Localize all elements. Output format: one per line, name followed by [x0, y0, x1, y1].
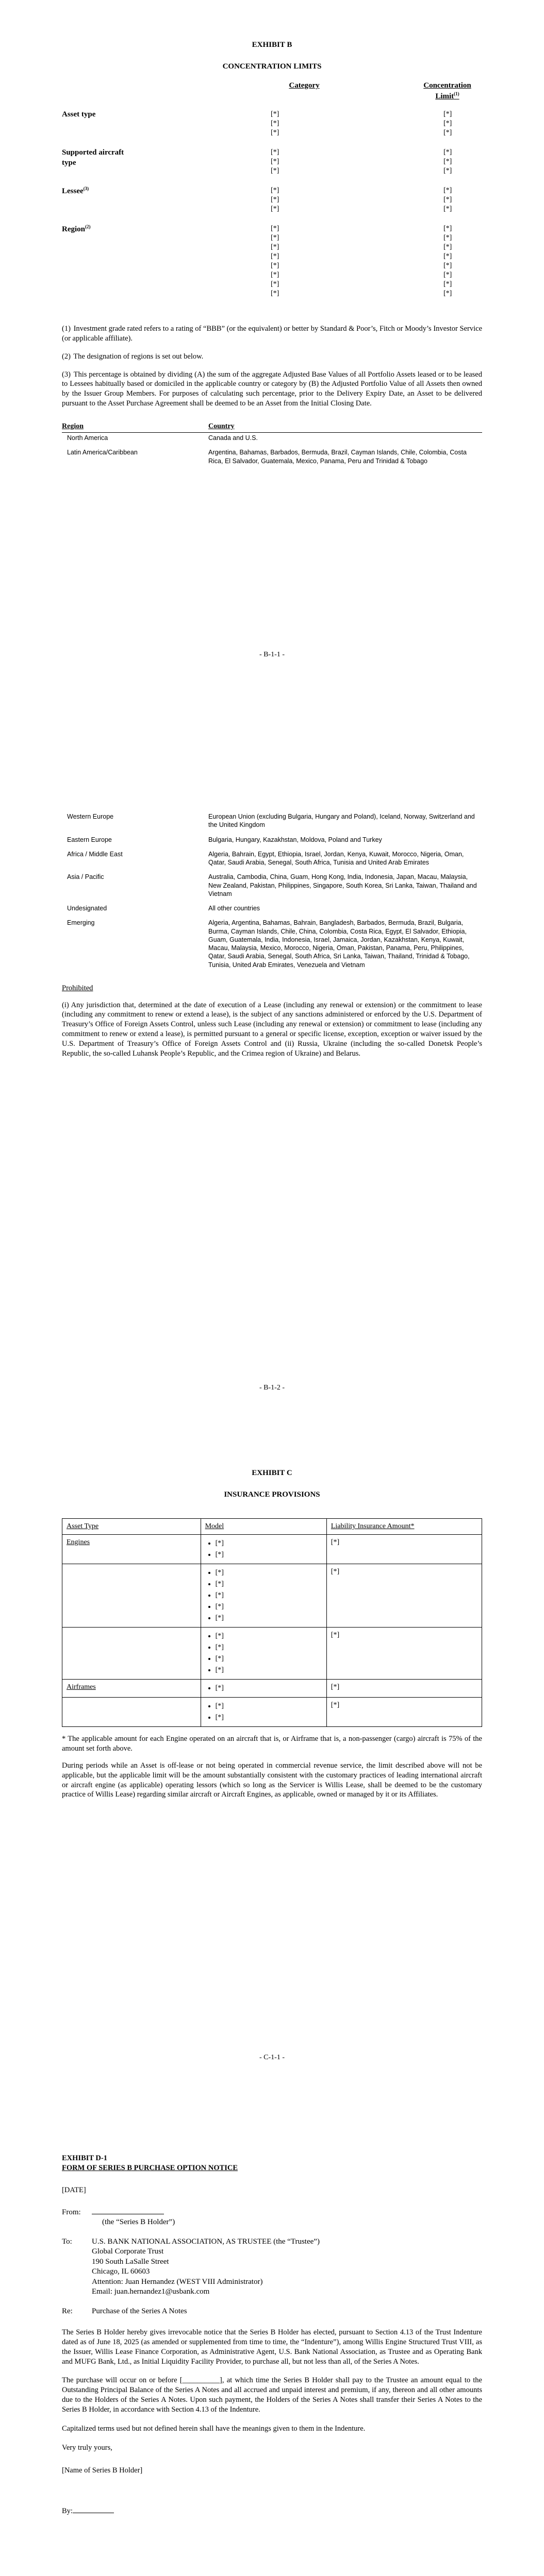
model-item: • [*]	[216, 1601, 322, 1613]
liability-amount-cell: [*]	[326, 1628, 482, 1680]
category-cell: [*]	[271, 187, 279, 194]
concentration-group	[62, 110, 482, 138]
to-row	[62, 2237, 482, 2297]
insurance-table	[62, 1518, 482, 1727]
page-footer-b11: - B-1-1 -	[259, 651, 285, 658]
page-footer-c11: - C-1-1 -	[259, 2054, 285, 2061]
category-cell: [*]	[271, 158, 279, 165]
region-name: Africa / Middle East	[67, 850, 123, 858]
insurance-row	[62, 1680, 482, 1698]
region-name: Asia / Pacific	[67, 873, 104, 881]
group-label-text: Asset type	[62, 110, 96, 118]
region-row	[62, 903, 482, 918]
prohibited-heading: Prohibited	[62, 984, 93, 992]
limit-cell: [*]	[443, 252, 452, 260]
region-name: Emerging	[67, 919, 95, 927]
group-categories	[271, 148, 333, 176]
prohibited-section	[62, 984, 482, 1059]
group-label	[62, 186, 129, 197]
notice-date: [DATE]	[62, 2185, 86, 2194]
model-cell	[201, 1698, 326, 1727]
model-item: • [*]	[216, 1590, 322, 1601]
footnote-number: (1)	[62, 325, 71, 333]
limit-cell: [*]	[443, 120, 452, 127]
notice-paragraph-2: The purchase will occur on or before [__________], at which time the Series B Holder shall pay to the Trustee an amount equal to the Outstanding Principal Balance of the Series A Notes and all accrued and unpaid interest and premium, if any, thereon and all other amounts due to the Holders of the Series A Notes. Upon such payment, the Holders of the Series A Notes shall transfer their Series A Notes to the Series B Holder, in accordance with Section 4.13 of the Indenture.	[62, 2376, 482, 2414]
page-exhibit-d	[0, 2087, 544, 2576]
footnote	[62, 352, 482, 362]
group-limits	[443, 148, 474, 176]
off-lease-note: During periods while an Asset is off-lease or not being operated in commercial revenue service, the limit described above will not be applicable, but the applicable limit will be the amount substantially consistent with the customary practices of leading international aircraft or aircraft engine (as applicable) operating lessors (which so long as the Servicer is Willis Lease, shall be deemed to be the customary practice of Willis Lease) regarding similar aircraft or Aircraft Engines, as applicable, owned or managed by it or its Affiliates.	[62, 1761, 482, 1799]
region-countries: All other countries	[208, 905, 260, 912]
group-categories	[271, 110, 333, 138]
liability-amount-cell: [*]	[326, 1535, 482, 1564]
re-label: Re:	[62, 2307, 73, 2315]
model-cell	[201, 1628, 326, 1680]
to-address-line: 190 South LaSalle Street	[92, 2257, 169, 2266]
group-label-sup: (3)	[83, 186, 89, 191]
limit-cell: [*]	[443, 225, 452, 232]
region-countries: Canada and U.S.	[208, 434, 258, 442]
asset-type-header: Asset Type	[62, 1519, 201, 1535]
to-address	[92, 2237, 320, 2297]
category-cell: [*]	[271, 129, 279, 137]
from-label: From:	[62, 2208, 81, 2216]
to-address-line: Chicago, IL 60603	[92, 2267, 150, 2276]
limit-cell: [*]	[443, 205, 452, 213]
category-cell: [*]	[271, 167, 279, 175]
page-exhibit-b-1	[0, 0, 544, 670]
model-cell	[201, 1535, 326, 1564]
category-cell: [*]	[271, 120, 279, 127]
footnote-text: Investment grade rated refers to a rating of “BBB” (or the equivalent) or better by Standard & Poor’s, Fitch or Moody’s Investor Service (or applicable affiliate).	[62, 325, 483, 343]
category-cell: [*]	[271, 196, 279, 204]
group-label-text: Region	[62, 225, 85, 233]
region-table-1	[62, 421, 482, 470]
footnotes	[62, 324, 482, 409]
region-row	[62, 849, 482, 872]
category-cell: [*]	[271, 148, 279, 156]
insurance-row	[62, 1698, 482, 1727]
signatory: [Name of Series B Holder]	[62, 2466, 143, 2475]
to-address-line: U.S. BANK NATIONAL ASSOCIATION, AS TRUSTEE (the “Trustee”)	[92, 2237, 320, 2246]
region-row	[62, 835, 482, 849]
region-name: Western Europe	[67, 813, 114, 820]
limit-cell: [*]	[443, 262, 452, 269]
group-label-text: Supported aircraft type	[62, 148, 124, 167]
asset-type-cell	[62, 1628, 201, 1680]
to-address-line: Email: juan.hernandez1@usbank.com	[92, 2287, 210, 2296]
from-value-row	[62, 2217, 482, 2228]
model-item: • [*]	[216, 1642, 322, 1653]
model-item: • [*]	[216, 1653, 322, 1665]
category-cell: [*]	[271, 205, 279, 213]
limit-cell: [*]	[443, 129, 452, 137]
region-name: North America	[67, 434, 108, 442]
concentration-group	[62, 148, 482, 176]
from-row	[62, 2208, 482, 2218]
limit-column-label: Concentration Limit	[423, 81, 471, 100]
model-item: • [*]	[216, 1665, 322, 1676]
notice-paragraph-1: The Series B Holder hereby gives irrevocable notice that the Series B Holder has elected, pursuant to Section 4.13 of the Trust Indenture dated as of June 18, 2025 (as amended or supplemented from time to time, the “Indenture”), among Willis Engine Structured Trust VIII, as the Issuer, Willis Lease Finance Corporation, as Administrative Agent, U.S. Bank National Association, as Trustee and as Operating Bank and MUFG Bank, Ltd., as Initial Liquidity Facility Provider, to purchase all, but not less than all, of the Series A Notes.	[62, 2328, 482, 2366]
group-label	[62, 224, 129, 235]
category-cell: [*]	[271, 234, 279, 242]
exhibit-c-subtitle: INSURANCE PROVISIONS	[224, 1490, 320, 1499]
insurance-row	[62, 1628, 482, 1680]
liability-amount-cell: [*]	[326, 1680, 482, 1698]
category-cell: [*]	[271, 262, 279, 269]
re-row	[62, 2307, 482, 2317]
footnote-number: (3)	[62, 370, 71, 379]
model-item: • [*]	[216, 1567, 322, 1579]
region-countries: Algeria, Argentina, Bahamas, Bahrain, Bangladesh, Barbados, Bermuda, Brazil, Bulgaria, Burma, Cayman Islands, Chile, China, Colombia, Costa Rica, Egypt, El Salvador, Ethiopia, Guam, Guatemala, India, Indonesia, Israel, Jamaica, Jordan, Kazakhstan, Kenya, Kuwait, Macau, Malaysia, Mexico, Morocco, Nigeria, Oman, Pakistan, Panama, Peru, Philippines, Qatar, Saudi Arabia, Senegal, South Africa, Sri Lanka, Taiwan, Thailand, Trinidad & Tobago, Tunisia, United Arab Emirates, Venezuela and Vietnam	[208, 919, 470, 969]
country-header: Country	[188, 421, 482, 433]
category-cell: [*]	[271, 271, 279, 279]
exhibit-c-title: EXHIBIT C	[252, 1469, 292, 1477]
group-label	[62, 110, 129, 120]
group-limits	[443, 186, 474, 214]
limit-cell: [*]	[443, 196, 452, 204]
asset-type-cell	[62, 1698, 201, 1727]
footnote-number: (2)	[62, 352, 71, 361]
model-header: Model	[201, 1519, 326, 1535]
from-value: (the “Series B Holder”)	[102, 2218, 175, 2227]
limit-cell: [*]	[443, 280, 452, 288]
category-cell: [*]	[271, 225, 279, 232]
exhibit-d-title: EXHIBIT D-1	[62, 2154, 107, 2162]
region-row	[62, 918, 482, 974]
model-item: • [*]	[216, 1613, 322, 1624]
group-label	[62, 148, 129, 168]
closing: Very truly yours,	[62, 2443, 112, 2452]
to-address-line: Global Corporate Trust	[92, 2247, 164, 2256]
concentration-group	[62, 186, 482, 214]
insurance-row	[62, 1564, 482, 1628]
region-countries: Australia, Cambodia, China, Guam, Hong Kong, India, Indonesia, Japan, Macau, Malaysia, New Zealand, Pakistan, Philippines, Singapore, South Korea, Sri Lanka, Taiwan, Thailand and Vietnam	[208, 873, 477, 897]
signature-by	[62, 2506, 482, 2516]
exhibit-b-title: EXHIBIT B	[252, 41, 292, 49]
to-address-line: Attention: Juan Hernandez (WEST VIII Administrator)	[92, 2277, 263, 2286]
page-exhibit-c	[0, 1412, 544, 2087]
limit-cell: [*]	[443, 148, 452, 156]
model-item: • [*]	[216, 1701, 322, 1712]
limit-cell: [*]	[443, 187, 452, 194]
category-column-header: Category	[289, 81, 320, 90]
category-cell: [*]	[271, 252, 279, 260]
category-cell: [*]	[271, 110, 279, 118]
limit-column-sup: (1)	[454, 91, 459, 96]
region-countries: Bulgaria, Hungary, Kazakhstan, Moldova, Poland and Turkey	[208, 836, 382, 843]
concentration-group	[62, 224, 482, 298]
region-row	[62, 433, 482, 448]
footnote	[62, 370, 482, 409]
model-cell	[201, 1564, 326, 1628]
region-countries: Algeria, Bahrain, Egypt, Ethiopia, Israel, Jordan, Kenya, Kuwait, Morocco, Nigeria, Oman, Qatar, Saudi Arabia, Senegal, South Africa, Tunisia and United Arab Emirates	[208, 850, 464, 866]
footnote-text: The designation of regions is set out below.	[73, 352, 204, 361]
to-label: To:	[62, 2237, 72, 2246]
notice-paragraph-3: Capitalized terms used but not defined herein shall have the meanings given to them in the Indenture.	[62, 2424, 366, 2433]
region-countries: European Union (excluding Bulgaria, Hungary and Poland), Iceland, Norway, Switzerland and the United Kingdom	[208, 813, 475, 829]
by-label: By:	[62, 2507, 73, 2516]
prohibited-text: (i) Any jurisdiction that, determined at the date of execution of a Lease (including any renewal or extension) or the commitment to lease (including any commitment to renew or extend a lease), is the subject of any sanctions administered or enforced by the U.S. Department of Treasury’s Office of Foreign Assets Control, unless such Lease (including any renewal or extension) or commitment to lease (including any commitment to renew or extend a lease), is permitted pursuant to a general or specific license, exception, exception or waiver issued by the U.S. Department of Treasury’s Office of Foreign Assets Control and (ii) Russia, Ukraine (including the so-called Donetsk People’s Republic, the so-called Luhansk People’s Republic, and the Crimea region of Ukraine) and Belarus.	[62, 1001, 482, 1058]
limit-cell: [*]	[443, 243, 452, 251]
group-limits	[443, 110, 474, 138]
category-cell: [*]	[271, 290, 279, 297]
limit-cell: [*]	[443, 271, 452, 279]
region-table-2	[62, 811, 482, 974]
limit-cell: [*]	[443, 167, 452, 175]
model-item: • [*]	[216, 1549, 322, 1561]
region-name: Latin America/Caribbean	[67, 449, 138, 456]
limit-column-header	[413, 81, 482, 101]
asset-type-cell	[62, 1564, 201, 1628]
asset-type-cell: Airframes	[62, 1680, 201, 1698]
group-label-sup: (2)	[85, 224, 91, 229]
limit-cell: [*]	[443, 110, 452, 118]
region-header: Region	[62, 421, 188, 433]
concentration-groups	[62, 110, 482, 298]
limit-cell: [*]	[443, 234, 452, 242]
exhibit-b-subtitle: CONCENTRATION LIMITS	[222, 62, 322, 71]
footnote	[62, 324, 482, 344]
liability-amount-cell: [*]	[326, 1564, 482, 1628]
category-cell: [*]	[271, 243, 279, 251]
group-limits	[443, 224, 474, 298]
region-row	[62, 447, 482, 470]
footnote-text: This percentage is obtained by dividing (A) the sum of the aggregate Adjusted Base Values of all Portfolio Assets leased or to be leased to Lessees habitually based or domiciled in the applicable country or category by (B) the Adjusted Portfolio Value of all Assets then owned by the Issuer Group Members. For purposes of calculating such percentage, prior to the Delivery Expiry Date, an Asset to be delivered pursuant to the Asset Purchase Agreement shall be deemed to be an Asset from the Initial Closing Date.	[62, 370, 482, 408]
limit-cell: [*]	[443, 158, 452, 165]
model-item: • [*]	[216, 1712, 322, 1723]
concentration-header	[62, 81, 482, 110]
insurance-row	[62, 1535, 482, 1564]
group-categories	[271, 186, 333, 214]
region-name: Eastern Europe	[67, 836, 112, 843]
model-item: • [*]	[216, 1538, 322, 1549]
region-row	[62, 872, 482, 903]
model-item: • [*]	[216, 1579, 322, 1590]
model-item: • [*]	[216, 1631, 322, 1642]
re-value: Purchase of the Series A Notes	[92, 2307, 187, 2315]
region-row	[62, 811, 482, 835]
asset-type-cell: Engines	[62, 1535, 201, 1564]
model-item: • [*]	[216, 1683, 322, 1694]
page-exhibit-b-2	[0, 670, 544, 1412]
liability-amount-header: Liability Insurance Amount*	[326, 1519, 482, 1535]
exhibit-d-subtitle: FORM OF SERIES B PURCHASE OPTION NOTICE	[62, 2163, 238, 2172]
liability-amount-cell: [*]	[326, 1698, 482, 1727]
region-name: Undesignated	[67, 905, 107, 912]
limit-cell: [*]	[443, 290, 452, 297]
page-footer-b12: - B-1-2 -	[259, 1384, 285, 1392]
from-blank	[92, 2208, 164, 2218]
group-label-text: Lessee	[62, 187, 84, 195]
region-countries: Argentina, Bahamas, Barbados, Bermuda, Brazil, Cayman Islands, Chile, Colombia, Costa Rica, El Salvador, Guatemala, Mexico, Panama, Peru and Trinidad & Tobago	[208, 449, 467, 465]
group-categories	[271, 224, 333, 298]
cargo-note: * The applicable amount for each Engine operated on an aircraft that is, or Airframe that is, a non-passenger (cargo) aircraft is 75% of the amount set forth above.	[62, 1735, 482, 1753]
model-cell	[201, 1680, 326, 1698]
category-cell: [*]	[271, 280, 279, 288]
